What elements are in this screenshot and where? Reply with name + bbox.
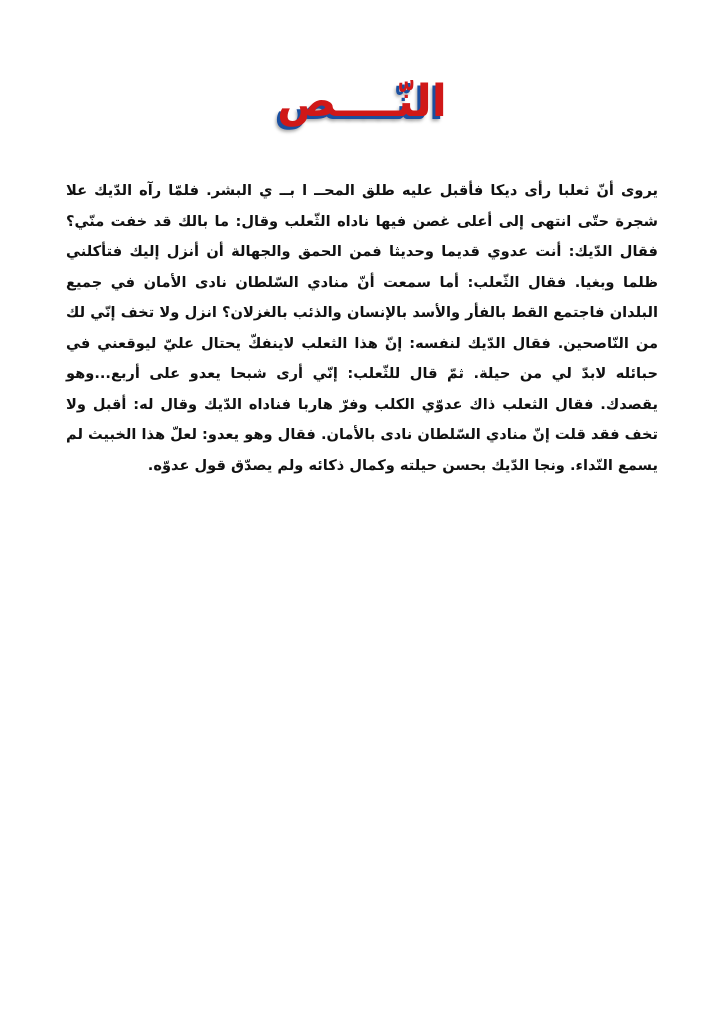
story-paragraph: يروى أنّ ثعلبا رأى ديكا فأقبل عليه طلق المحــ ا بــ ي البشر. فلمّا رآه الدّيك علا شجرة حتّى انتهى إلى أعلى غصن فيها ناداه الثّعلب وقال: ما بالك قد خفت منّي؟ فقال الدّيك: أنت عدوي قديما وحديثا فمن الحمق والجهالة أن أنزل إليك فتأكلني ظلما وبغيا. فقال الثّعلب: أما سمعت أنّ منادي السّلطان نادى الأمان في جميع البلدان فاجتمع القط بالفأر والأسد بالإنسان والذئب بالغزلان؟ انزل ولا تخف إنّي لك من النّاصحين. فقال الدّيك لنفسه: إنّ هذا الثعلب لاينفكّ يحتال عليّ ليوقعني في حبائله لابدّ لي من حيلة. ثمّ قال للثّعلب: إنّي أرى شبحا يعدو على أربع...وهو يقصدك. فقال الثعلب ذاك عدوّي الكلب وفرّ هاربا فناداه الدّيك وقال له: أقبل ولا تخف فقد قلت إنّ منادي السّلطان نادى بالأمان. فقال وهو يعدو: لعلّ هذا الخبيث لم يسمع النّداء. ونجا الدّيك بحسن حيلته وكمال ذكائه ولم يصدّق قول عدوّه. — [66, 182, 658, 474]
page-title: النّــــص — [277, 76, 447, 127]
